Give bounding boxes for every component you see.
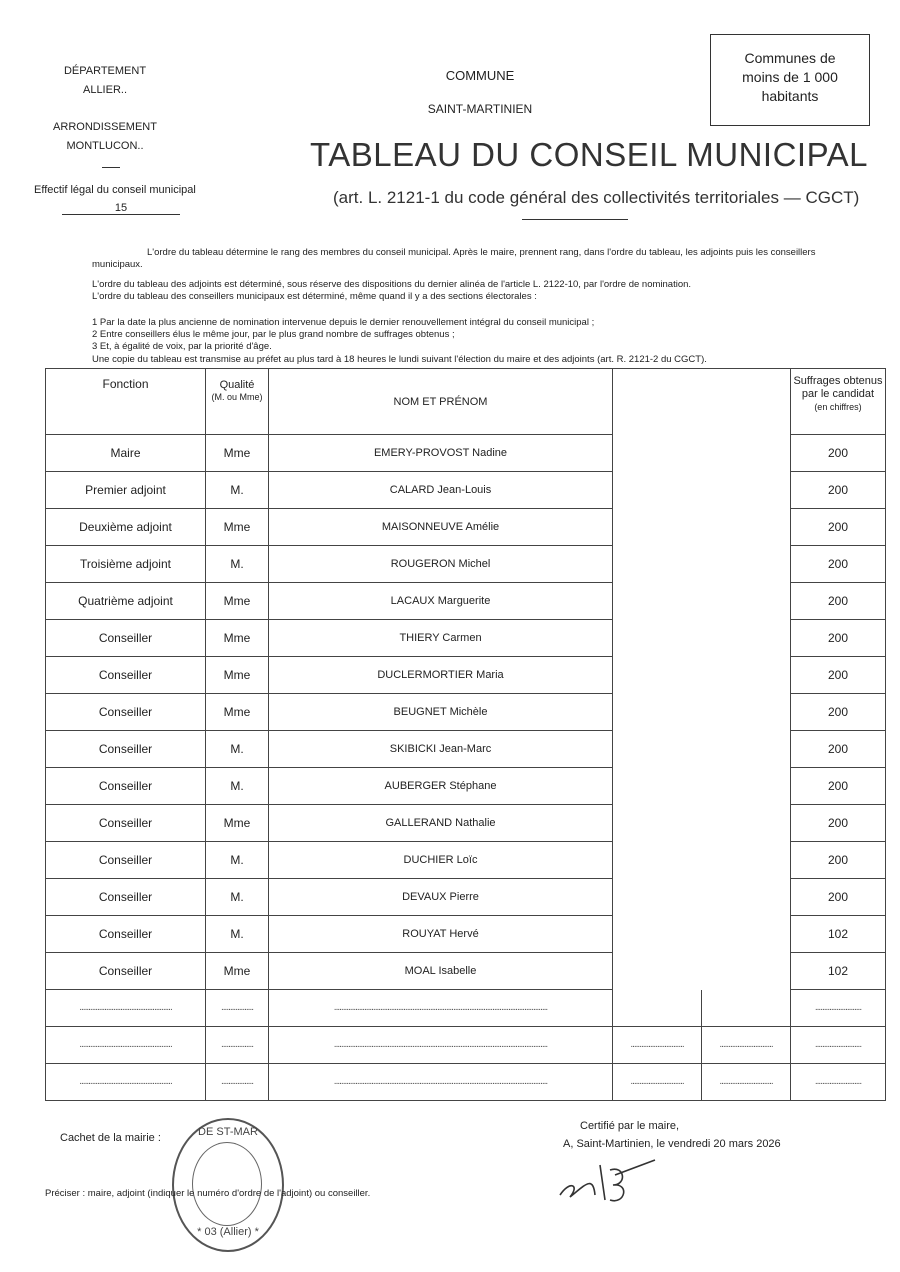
empty-cell bbox=[702, 990, 791, 1027]
mayor-signature bbox=[555, 1155, 665, 1210]
qualite-cell: Mme bbox=[206, 953, 269, 990]
qualite-cell: Mme bbox=[206, 583, 269, 620]
paragraph: L'ordre du tableau des adjoints est déterminé, sous réserve des dispositions du dernier alinéa de l'article L. 2122-10, par l'ordre de nomination. bbox=[92, 279, 692, 290]
qualite-cell: M. bbox=[206, 472, 269, 509]
nom-cell: GALLERAND Nathalie bbox=[269, 805, 613, 842]
qualite-cell: M. bbox=[206, 546, 269, 583]
council-table bbox=[45, 368, 886, 1101]
qualite-cell: Mme bbox=[206, 805, 269, 842]
empty-cell: .............................. bbox=[702, 1064, 791, 1101]
nom-cell: DUCHIER Loïc bbox=[269, 842, 613, 879]
empty-row bbox=[46, 1064, 886, 1101]
suffrages-cell: 200 bbox=[791, 472, 886, 509]
empty-cell: .................. bbox=[206, 1027, 269, 1064]
blank-cell bbox=[613, 546, 791, 583]
blank-cell bbox=[613, 694, 791, 731]
empty-cell: ........................................................................................................................ bbox=[269, 990, 613, 1027]
header-blank bbox=[613, 369, 791, 435]
divider bbox=[522, 219, 628, 220]
table-row bbox=[46, 805, 886, 842]
qualite-cell: M. bbox=[206, 842, 269, 879]
empty-row bbox=[46, 1027, 886, 1064]
suffrages-cell: 200 bbox=[791, 694, 886, 731]
empty-cell: .............................. bbox=[613, 1027, 702, 1064]
blank-cell bbox=[613, 805, 791, 842]
effectif-value: 15 bbox=[62, 202, 180, 215]
suffrages-cell: 200 bbox=[791, 435, 886, 472]
empty-cell: .................................................... bbox=[46, 1027, 206, 1064]
fonction-cell: Conseiller bbox=[46, 731, 206, 768]
divider bbox=[102, 167, 120, 168]
suffrages-cell: 200 bbox=[791, 805, 886, 842]
table-row bbox=[46, 657, 886, 694]
table-header-row bbox=[46, 369, 886, 435]
departement-label: DÉPARTEMENT bbox=[63, 65, 147, 77]
suffrages-cell: 200 bbox=[791, 842, 886, 879]
paragraph: 2 Entre conseillers élus le même jour, par le plus grand nombre de suffrages obtenus ; bbox=[92, 329, 455, 340]
empty-cell: .................. bbox=[206, 990, 269, 1027]
fonction-cell: Conseiller bbox=[46, 657, 206, 694]
empty-cell: .......................... bbox=[791, 1027, 886, 1064]
box-line: habitants bbox=[761, 88, 819, 104]
suffrages-cell: 200 bbox=[791, 509, 886, 546]
nom-cell: SKIBICKI Jean-Marc bbox=[269, 731, 613, 768]
paragraph: 1 Par la date la plus ancienne de nomination intervenue depuis le dernier renouvellement intégral du conseil municipal ; bbox=[92, 317, 595, 328]
blank-cell bbox=[613, 472, 791, 509]
blank-cell bbox=[613, 620, 791, 657]
header-suffrages-sub: (en chiffres) bbox=[814, 402, 862, 412]
header-fonction: Fonction bbox=[46, 369, 206, 435]
suffrages-cell: 102 bbox=[791, 916, 886, 953]
empty-cell: .................................................... bbox=[46, 990, 206, 1027]
arrondissement-block bbox=[45, 118, 165, 156]
fonction-cell: Maire bbox=[46, 435, 206, 472]
fonction-cell: Premier adjoint bbox=[46, 472, 206, 509]
qualite-cell: Mme bbox=[206, 657, 269, 694]
empty-row bbox=[46, 990, 886, 1027]
page-subtitle: (art. L. 2121-1 du code général des collectivités territoriales — CGCT) bbox=[333, 188, 860, 207]
fonction-cell: Conseiller bbox=[46, 620, 206, 657]
table-row bbox=[46, 435, 886, 472]
empty-cell: .......................... bbox=[791, 990, 886, 1027]
nom-cell: LACAUX Marguerite bbox=[269, 583, 613, 620]
table-row bbox=[46, 731, 886, 768]
suffrages-cell: 200 bbox=[791, 768, 886, 805]
qualite-cell: Mme bbox=[206, 435, 269, 472]
table-row bbox=[46, 509, 886, 546]
paragraph: 3 Et, à égalité de voix, par la priorité d'âge. bbox=[92, 341, 272, 352]
lieu-date: A, Saint-Martinien, le vendredi 20 mars 2026 bbox=[563, 1138, 781, 1150]
nom-cell: ROUGERON Michel bbox=[269, 546, 613, 583]
fonction-cell: Conseiller bbox=[46, 805, 206, 842]
suffrages-cell: 200 bbox=[791, 657, 886, 694]
empty-cell: .............................. bbox=[613, 1064, 702, 1101]
blank-cell bbox=[613, 657, 791, 694]
blank-cell bbox=[613, 768, 791, 805]
effectif-label: Effectif légal du conseil municipal bbox=[34, 184, 196, 196]
suffrages-cell: 200 bbox=[791, 546, 886, 583]
departement-value: ALLIER.. bbox=[82, 84, 128, 96]
certifie-label: Certifié par le maire, bbox=[580, 1120, 680, 1132]
empty-cell: .................. bbox=[206, 1064, 269, 1101]
header-qualite-label: Qualité bbox=[219, 379, 255, 391]
box-line: Communes de bbox=[744, 50, 836, 66]
mairie-stamp: * 03 (Allier) * DE ST-MAR bbox=[172, 1118, 284, 1252]
paragraph: L'ordre du tableau des conseillers municipaux est déterminé, même quand il y a des sections électorales : bbox=[92, 291, 537, 302]
blank-cell bbox=[613, 435, 791, 472]
empty-cell bbox=[613, 990, 702, 1027]
box-line: moins de 1 000 bbox=[742, 69, 838, 85]
nom-cell: AUBERGER Stéphane bbox=[269, 768, 613, 805]
nom-cell: EMERY-PROVOST Nadine bbox=[269, 435, 613, 472]
fonction-cell: Troisième adjoint bbox=[46, 546, 206, 583]
table-row bbox=[46, 879, 886, 916]
header-qualite bbox=[206, 369, 269, 435]
empty-cell: .......................... bbox=[791, 1064, 886, 1101]
empty-cell: ........................................................................................................................ bbox=[269, 1027, 613, 1064]
fonction-cell: Conseiller bbox=[46, 916, 206, 953]
blank-cell bbox=[613, 583, 791, 620]
nom-cell: THIERY Carmen bbox=[269, 620, 613, 657]
suffrages-cell: 200 bbox=[791, 879, 886, 916]
nom-cell: CALARD Jean-Louis bbox=[269, 472, 613, 509]
empty-cell: ........................................................................................................................ bbox=[269, 1064, 613, 1101]
empty-cell: .................................................... bbox=[46, 1064, 206, 1101]
fonction-cell: Conseiller bbox=[46, 842, 206, 879]
fonction-cell: Conseiller bbox=[46, 768, 206, 805]
preciser-note: Préciser : maire, adjoint (indiquer le numéro d'ordre de l'adjoint) ou conseiller. bbox=[45, 1188, 371, 1199]
paragraph: L'ordre du tableau détermine le rang des membres du conseil municipal. Après le maire, prennent rang, dans l'ordre du tableau, les adjoints puis les conseillers municipaux. bbox=[92, 247, 816, 270]
nom-cell: MAISONNEUVE Amélie bbox=[269, 509, 613, 546]
fonction-cell: Quatrième adjoint bbox=[46, 583, 206, 620]
table-row bbox=[46, 472, 886, 509]
paragraph: Une copie du tableau est transmise au préfet au plus tard à 18 heures le lundi suivant l'élection du maire et des adjoints (art. R. 2121-2 du CGCT). bbox=[92, 354, 707, 365]
blank-cell bbox=[613, 916, 791, 953]
blank-cell bbox=[613, 509, 791, 546]
fonction-cell: Deuxième adjoint bbox=[46, 509, 206, 546]
blank-cell bbox=[613, 731, 791, 768]
page-title: TABLEAU DU CONSEIL MUNICIPAL bbox=[310, 136, 869, 173]
qualite-cell: Mme bbox=[206, 620, 269, 657]
departement-block bbox=[45, 62, 165, 100]
arrondissement-value: MONTLUCON.. bbox=[66, 140, 144, 152]
qualite-cell: Mme bbox=[206, 509, 269, 546]
table-row bbox=[46, 694, 886, 731]
header-suffrages bbox=[791, 369, 886, 435]
blank-cell bbox=[613, 953, 791, 990]
blank-cell bbox=[613, 879, 791, 916]
table-row bbox=[46, 953, 886, 990]
qualite-cell: M. bbox=[206, 879, 269, 916]
qualite-cell: M. bbox=[206, 768, 269, 805]
qualite-cell: M. bbox=[206, 916, 269, 953]
nom-cell: BEUGNET Michèle bbox=[269, 694, 613, 731]
blank-cell bbox=[613, 842, 791, 879]
fonction-cell: Conseiller bbox=[46, 953, 206, 990]
suffrages-cell: 200 bbox=[791, 583, 886, 620]
table-row bbox=[46, 842, 886, 879]
nom-cell: DUCLERMORTIER Maria bbox=[269, 657, 613, 694]
suffrages-cell: 200 bbox=[791, 731, 886, 768]
qualite-cell: Mme bbox=[206, 694, 269, 731]
table-row bbox=[46, 916, 886, 953]
nom-cell: ROUYAT Hervé bbox=[269, 916, 613, 953]
qualite-cell: M. bbox=[206, 731, 269, 768]
table-row bbox=[46, 583, 886, 620]
fonction-cell: Conseiller bbox=[46, 694, 206, 731]
suffrages-cell: 200 bbox=[791, 620, 886, 657]
suffrages-cell: 102 bbox=[791, 953, 886, 990]
table-row bbox=[46, 620, 886, 657]
fonction-cell: Conseiller bbox=[46, 879, 206, 916]
commune-label: COMMUNE bbox=[445, 68, 515, 83]
population-box bbox=[710, 34, 870, 126]
header-nom: NOM ET PRÉNOM bbox=[269, 369, 613, 435]
nom-cell: MOAL Isabelle bbox=[269, 953, 613, 990]
table-row bbox=[46, 768, 886, 805]
commune-name: SAINT-MARTINIEN bbox=[427, 102, 533, 116]
cachet-label: Cachet de la mairie : bbox=[60, 1132, 161, 1144]
table-row bbox=[46, 546, 886, 583]
header-qualite-sub: (M. ou Mme) bbox=[211, 392, 263, 402]
arrondissement-label: ARRONDISSEMENT bbox=[53, 121, 157, 133]
header-suffrages-label: Suffrages obtenus par le candidat bbox=[793, 375, 883, 400]
empty-cell: .............................. bbox=[702, 1027, 791, 1064]
nom-cell: DEVAUX Pierre bbox=[269, 879, 613, 916]
